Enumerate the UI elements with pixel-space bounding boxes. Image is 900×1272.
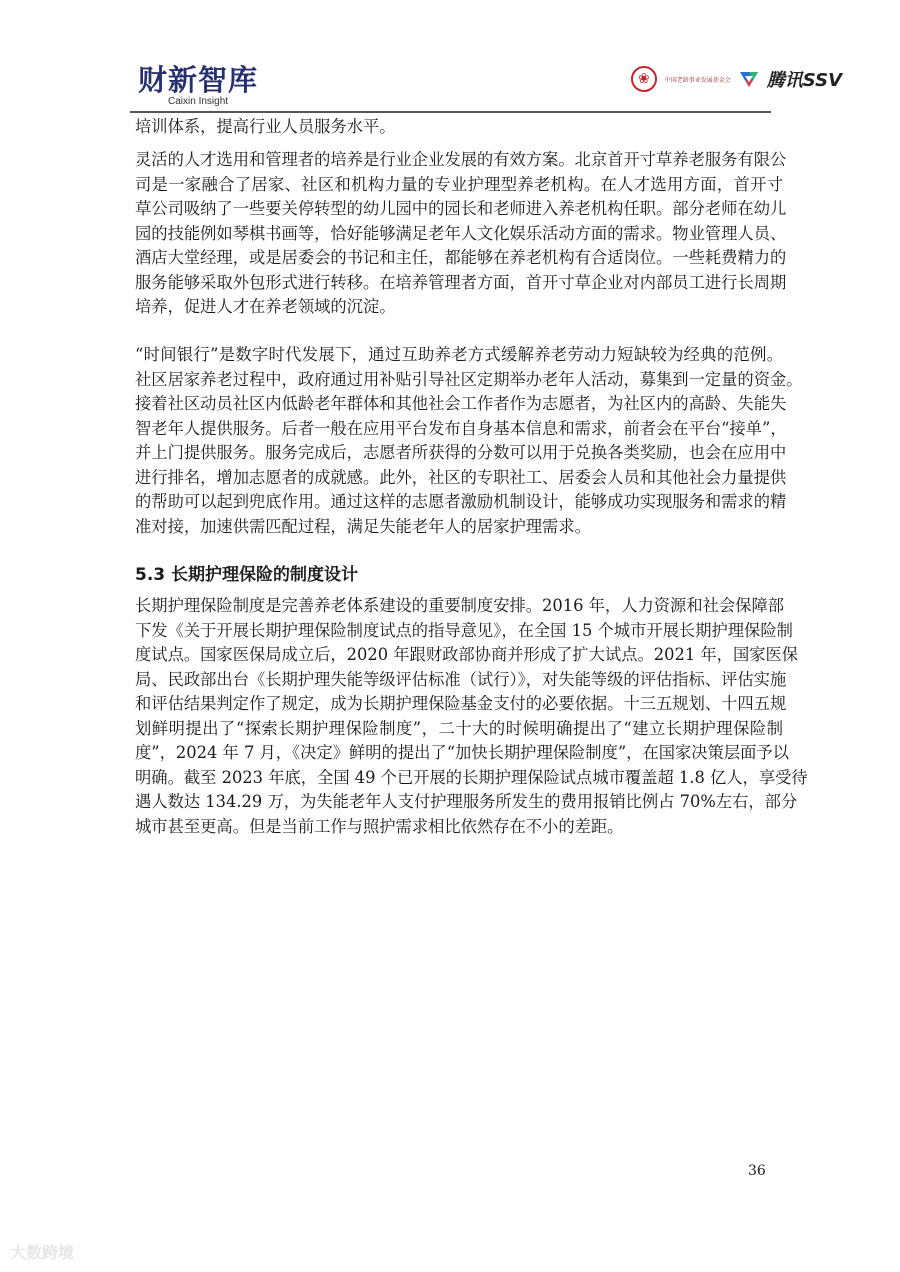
page-number: 36 [748, 1163, 766, 1179]
text-line: “时间银行”是数字时代发展下，通过互助养老方式缓解养老劳动力短缺较为经典的范例。 [135, 345, 783, 364]
partner-logos [631, 66, 842, 92]
text-line: 社区居家养老过程中，政府通过用补贴引导社区定期举办老年人活动，募集到一定量的资金。 [135, 369, 803, 389]
text-line: 培养，促进人才在养老领域的沉淀。 [135, 297, 396, 316]
partner-name: 腾讯SSV [766, 70, 842, 91]
text-line: 明确。截至 2023 年底，全国 49 个已开展的长期护理保险试点城市覆盖超 1.8 亿人，享受待 [135, 767, 808, 787]
foundation-name: 中国老龄事业发展基金会 [664, 76, 731, 84]
text-line: 并上门提供服务。服务完成后，志愿者所获得的分数可以用于兑换各类奖励，也会在应用中 [135, 443, 787, 462]
tencent-ssv-icon [739, 69, 759, 89]
text-line: 服务能够采取外包形式进行转移。在培养管理者方面，首开寸草企业对内部员工进行长周期 [135, 272, 787, 292]
text-line: 灵活的人才选用和管理者的培养是行业企业发展的有效方案。北京首开寸草养老服务有限公 [135, 150, 787, 169]
text-line: 长期护理保险制度是完善养老体系建设的重要制度安排。2016 年，人力资源和社会保障部 [135, 596, 785, 615]
text-line: 遇人数达 134.29 万，为失能老年人支付护理服务所发生的费用报销比例占 70%左右，部分 [135, 792, 798, 811]
text-line: 草公司吸纳了一些要关停转型的幼儿园中的园长和老师进入养老机构任职。部分老师在幼儿 [135, 199, 787, 218]
text-line: 培训体系，提高行业人员服务水平。 [135, 117, 396, 136]
logo-cn: 财新智库 [138, 63, 259, 97]
header-divider [130, 111, 771, 113]
text-line: 城市甚至更高。但是当前工作与照护需求相比依然存在不小的差距。 [135, 816, 624, 836]
paragraph-2 [135, 148, 787, 320]
foundation-seal-icon: ❀ [631, 66, 657, 92]
text-line: 划鲜明提出了“探索长期护理保险制度”，二十大的时候明确提出了“建立长期护理保险制 [135, 718, 783, 738]
text-line: 准对接，加速供需匹配过程，满足失能老年人的居家护理需求。 [135, 516, 591, 536]
caixin-logo [138, 64, 258, 108]
text-line: 酒店大堂经理，或是居委会的书记和主任，都能够在养老机构有合适岗位。一些耗费精力的 [135, 248, 787, 267]
section-heading: 5.3 长期护理保险的制度设计 [135, 565, 359, 585]
page-header [130, 58, 842, 110]
text-line: 下发《关于开展长期护理保险制度试点的指导意见》，在全国 15 个城市开展长期护理保险制 [135, 620, 793, 640]
paragraph-1 [135, 115, 783, 140]
text-line: 度”，2024 年 7 月，《决定》鲜明的提出了“加快长期护理保险制度”，在国家决策层面予以 [135, 743, 789, 762]
section-paragraph [135, 594, 808, 839]
text-line: 进行排名，增加志愿者的成就感。此外，社区的专职社工、居委会人员和其他社会力量提供 [135, 467, 787, 487]
text-line: 和评估结果判定作了规定，成为长期护理保险基金支付的必要依据。十三五规划、十四五规 [135, 694, 787, 713]
text-line: 司是一家融合了居家、社区和机构力量的专业护理型养老机构。在人才选用方面，首开寸 [135, 174, 783, 194]
text-line: 园的技能例如琴棋书画等，恰好能够满足老年人文化娱乐活动方面的需求。物业管理人员、 [135, 223, 787, 243]
text-line: 的帮助可以起到兜底作用。通过这样的志愿者激励机制设计，能够成功实现服务和需求的精 [135, 492, 787, 511]
text-line: 接着社区动员社区内低龄老年群体和其他社会工作者作为志愿者，为社区内的高龄、失能失 [135, 394, 787, 413]
logo-en: Caixin Insight [168, 96, 229, 107]
watermark: 大数跨境 [10, 1243, 75, 1262]
paragraph-3 [135, 343, 803, 539]
text-line: 度试点。国家医保局成立后，2020 年跟财政部协商并形成了扩大试点。2021 年，国家医保 [135, 645, 799, 664]
text-line: 智老年人提供服务。后者一般在应用平台发布自身基本信息和需求，前者会在平台“接单”， [135, 418, 787, 438]
text-line: 局、民政部出台《长期护理失能等级评估标准（试行）》，对失能等级的评估指标、评估实施 [135, 669, 787, 689]
